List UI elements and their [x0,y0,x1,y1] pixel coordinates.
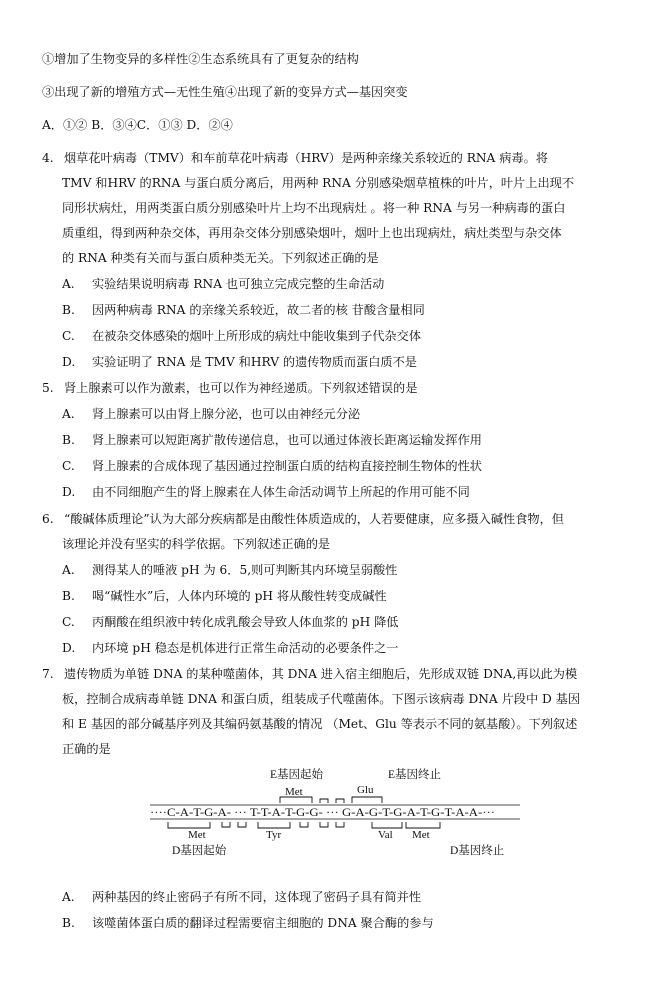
tyr-label: Tyr [266,829,282,841]
e-gene-end-label: E基因终止 [388,769,442,781]
q5-option-a[interactable]: A. 肾上腺素可以由肾上腺分泌，也可以由神经元分泌 [62,407,361,421]
prev-choice-line-1: ①增加了生物变异的多样性②生态系统具有了更复杂的结构 [42,52,359,66]
q4-stem-line-5: 的 RNA 种类有关而与蛋白质种类无关。下列叙述正确的是 [62,251,379,265]
bottom-codon-brackets [168,822,440,828]
q7-stem-line-4: 正确的是 [62,742,111,756]
q7-stem-line-3: 和 E 基因的部分碱基序列及其编码氨基酸的情况 （Met、Glu 等表示不同的氨基酸）。下列叙述 [62,717,578,731]
q5-option-c[interactable]: C. 肾上腺素的合成体现了基因通过控制蛋白质的结构直接控制生物体的性状 [62,459,482,473]
q6-option-b[interactable]: B. 喝“碱性水”后，人体内环境的 pH 将从酸性转变成碱性 [62,589,387,603]
q5-number: 5. [42,381,54,395]
met-bottom-label: Met [188,829,206,841]
q5-stem: 5. 肾上腺素可以作为激素，也可以作为神经递质。下列叙述错误的是 [42,381,418,395]
q7-stem-line-1: 7. 遗传物质为单链 DNA 的某种噬菌体，其 DNA 进入宿主细胞后，先形成双链 DNA,再以此为模 [42,667,578,681]
q4-option-a[interactable]: A. 实验结果说明病毒 RNA 也可独立完成完整的生命活动 [62,277,385,291]
q4-number: 4. [42,151,54,165]
q6-stem-line-1: 6. “酸碱体质理论”认为大部分疾病都是由酸性体质造成的，人若要健康，应多摄入碱性食物，但 [42,512,564,526]
e-gene-start-label: E基因起始 [270,769,324,781]
q4-stem-line-3: 同形状病灶，用两类蛋白质分别感染叶片上均不出现病灶 。将一种 RNA 与另一种病毒的蛋白 [62,201,566,215]
q4-option-d[interactable]: D. 实验证明了 RNA 是 TMV 和HRV 的遗传物质而蛋白质不是 [62,355,417,369]
met-bottom-label-2: Met [412,829,430,841]
q5-option-b[interactable]: B. 肾上腺素可以短距离扩散传递信息，也可以通过体液长距离运输发挥作用 [62,433,482,447]
q6-option-a[interactable]: A. 测得某人的唾液 pH 为 6．5,则可判断其内环境呈弱酸性 [62,563,398,577]
prev-answer-options: A．①② B．③④C．①③ D．②④ [42,118,233,132]
q5-option-d[interactable]: D. 由不同细胞产生的肾上腺素在人体生命活动调节上所起的作用可能不同 [62,485,470,499]
q6-stem-line-2: 该理论并没有坚实的科学依据。下列叙述正确的是 [62,537,331,551]
glu-label: Glu [357,784,374,796]
q7-option-a[interactable]: A. 两种基因的终止密码子有所不同，这体现了密码子具有简并性 [62,890,422,904]
q4-stem-line-2: TMV 和HRV 的RNA 与蛋白质分离后，用两种 RNA 分别感染烟草植株的叶片，叶片上出现不 [62,176,575,190]
val-label: Val [378,829,393,841]
q6-number: 6. [42,512,54,526]
d-gene-start-label: D基因起始 [172,845,227,857]
prev-choice-line-2: ③出现了新的增殖方式—无性生殖④出现了新的变异方式—基因突变 [42,85,408,99]
q4-stem-line-4: 质重组，得到两种杂交体，再用杂交体分别感染烟叶，烟叶上也出现病灶，病灶类型与杂交体 [62,226,562,240]
gene-sequence-diagram [150,766,520,862]
q6-option-d[interactable]: D. 内环境 pH 稳态是机体进行正常生命活动的必要条件之一 [62,641,399,655]
q7-number: 7. [42,667,54,681]
q4-option-c[interactable]: C. 在被杂交体感染的烟叶上所形成的病灶中能收集到子代杂交体 [62,329,422,343]
d-gene-end-label: D基因终止 [450,845,505,857]
dna-sequence: ····C-A-T-G-A- ··· T-T-A-T-G-G- ··· G-A-G-T-G-A-T-G-T-A-A-··· [150,807,495,819]
met-top-label: Met [285,786,303,798]
q7-stem-line-2: 板，控制合成病毒单链 DNA 和蛋白质，组装成子代噬菌体。下图示该病毒 DNA 片段中 D 基因 [62,692,581,706]
q4-stem-line-1: 4. 烟草花叶病毒（TMV）和车前草花叶病毒（HRV）是两种亲缘关系较近的 RNA 病毒。将 [42,151,548,165]
q7-option-b[interactable]: B. 该噬菌体蛋白质的翻译过程需要宿主细胞的 DNA 聚合酶的参与 [62,916,434,930]
q4-option-b[interactable]: B. 因两种病毒 RNA 的亲缘关系较近，故二者的核 苷酸含量相同 [62,303,425,317]
q6-option-c[interactable]: C. 丙酮酸在组织液中转化成乳酸会导致人体血浆的 pH 降低 [62,615,399,629]
